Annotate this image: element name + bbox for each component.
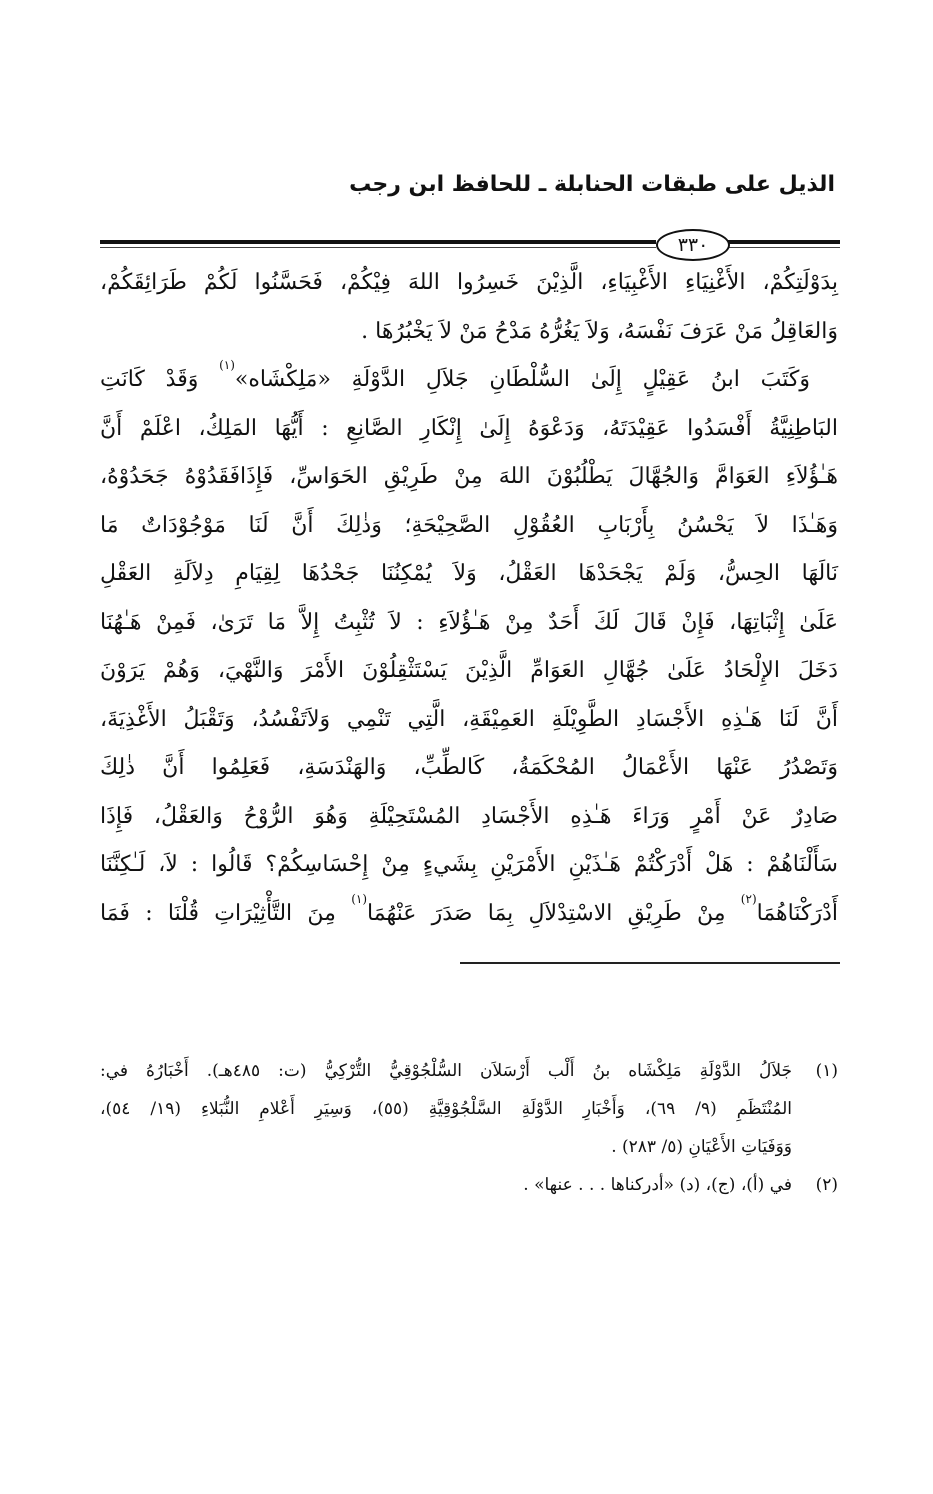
- footnote-separator: [460, 962, 840, 964]
- text-line: [100, 893, 838, 942]
- footnote-text: المُنْتَظَمِ (٩/ ٦٩)، وَأَخْبَارِ الدَّوْلَةِ السَّلْجُوْقِيَّةِ (٥٥)، وَسِيَرِ أَعْلامِ النُّبَلاءِ (١٩/ ٥٤)،: [100, 1099, 792, 1119]
- running-header-title: الذيل على طبقات الحنابلة ـ للحافظ ابن رجب: [349, 172, 835, 197]
- text-line: بِدَوْلَتِكُمْ، الأَغْنِيَاءِ الأَغْبِيَاءِ، الَّذِيْنَ خَسِرُوا اللهَ فِيْكُمْ، فَحَسَّنُوا لَكُمْ طَرَائِقَكُمْ،: [100, 270, 838, 295]
- text-line: البَاطِنِيَّةُ أَفْسَدُوا عَقِيْدَتَهُ، وَدَعْوَهُ إِلَىٰ إِنْكَارِ الصَّانِعِ : أَيُّهَا المَلِكُ، اعْلَمْ أَنَّ: [100, 415, 838, 441]
- text-segment: مِنْ طَرِيْقِ الاسْتِدْلاَلِ بِمَا صَدَرَ عَنْهُمَا: [367, 900, 741, 926]
- main-text: [100, 262, 838, 941]
- footnote-text: جَلاَلُ الدَّوْلَةِ مَلِكْشَاه بنُ أَلْب أَرْسَلاَن السُّلْجُوْقِيُّ التُّرْكِيُّ (ت: ٤٨٥هـ). أَخْبَارُهُ في:: [100, 1061, 792, 1081]
- text-line: عَلَىٰ إِثْبَاتِهَا، فَإِنْ قَالَ لَكَ أَحَدٌ مِنْ هَـٰؤُلاَءِ : لاَ تُثْبِتُ إِلاَّ مَا تَرَىٰ، فَمِنْ هَـٰهُنَا: [100, 609, 838, 635]
- footnote-number: (١): [815, 1061, 838, 1081]
- text-line: وَتَصْدُرُ عَنْهَا الأَعْمَالُ المُحْكَمَةُ، كَالطِّبِّ، وَالهَنْدَسَةِ، فَعَلِمُوا أَنَّ ذٰلِكَ: [100, 755, 838, 780]
- footnote-2: [100, 1166, 838, 1204]
- footnote-marker[interactable]: (١): [219, 358, 235, 372]
- text-segment: أَدْرَكْنَاهُمَا: [756, 900, 838, 926]
- text-line: سَأَلْنَاهُمْ : هَلْ أَدْرَكْتُمْ هَـٰذَيْنِ الأَمْرَيْنِ بِشَيءٍ مِنْ إِحْسَاسِكُمْ؟ قَالُوا : لاَ، لَـٰكِنَّنَا: [100, 852, 838, 877]
- text-line: نَالَهَا الحِسُّ، وَلَمْ يَجْحَدْهَا العَقْلُ، وَلاَ يُمْكِنُنَا جَحْدُهَا لِقِيَامِ دِلاَلَةِ العَقْلِ: [100, 561, 838, 586]
- footnotes: [100, 1052, 838, 1204]
- header-rule-thin: [100, 247, 656, 248]
- footnote-number: (٢): [815, 1175, 838, 1195]
- header-rule-right: [728, 240, 840, 244]
- text-segment: وَقَدْ كَانَتِ: [100, 367, 220, 392]
- text-line: أَنَّ لَنَا هَـٰذِهِ الأَجْسَادِ الطَّوِيْلَةِ العَمِيْقَةِ، الَّتِي تَنْمِي وَلاَتَفْسُدُ، وَتَقْبَلُ الأَغْذِيَةَ،: [100, 706, 838, 732]
- footnote-marker[interactable]: (٢): [740, 891, 757, 906]
- text-line: وَالعَاقِلُ مَنْ عَرَفَ نَفْسَهُ، وَلاَ يَغُرُّهُ مَدْحُ مَنْ لاَ يَخْبُرُهَا .: [361, 318, 838, 344]
- text-line: دَخَلَ الإِلْحَادُ عَلَىٰ جُهَّالِ العَوَامِّ الَّذِيْنَ يَسْتَثْقِلُوْنَ الأَمْرَ وَالنَّهْيَ، وَهُمْ يَرَوْنَ: [100, 658, 838, 683]
- page-number: ٣٣٠: [656, 229, 730, 261]
- footnote-1: [100, 1052, 838, 1090]
- header-rule-right-thin: [728, 247, 840, 248]
- text-line: [100, 359, 838, 408]
- text-line: هَـٰؤُلاَءِ العَوَامَّ وَالجُهَّالَ يَطْلُبُوْنَ اللهَ مِنْ طَرِيْقِ الحَوَاسِّ، فَإِذَافَقَدُوْهُ جَحَدُوْهُ،: [100, 464, 838, 489]
- text-segment: مِنَ التَّأْثِيْرَاتِ قُلْنَا : فَمَا: [100, 900, 352, 926]
- footnote-text: وَوَفَيَاتِ الأَعْيَانِ (٥/ ٢٨٣) .: [611, 1137, 792, 1157]
- header-rule: [100, 240, 656, 244]
- footnote-marker[interactable]: (١): [351, 891, 368, 906]
- text-line: وَهَـٰذَا لاَ يَحْسُنُ بِأَرْبَابِ العُقُوْلِ الصَّحِيْحَةِ؛ وَذٰلِكَ أَنَّ لَنَا مَوْجُوْدَاتٌ مَا: [100, 512, 838, 538]
- text-segment: وَكَتَبَ ابنُ عَقِيْلٍ إِلَىٰ السُّلْطَانِ جَلاَلِ الدَّوْلَةِ «مَلِكْشَاه»: [234, 367, 810, 392]
- footnote-text: في (أ)، (ج)، (د) «أدركناها . . . عنها» .: [523, 1175, 792, 1195]
- text-line: صَادِرٌ عَنْ أَمْرٍ وَرَاءَ هَـٰذِهِ الأَجْسَادِ المُسْتَحِيْلَةِ وَهُوَ الرُّوْحُ وَالعَقْلُ، فَإِذَا: [100, 803, 838, 829]
